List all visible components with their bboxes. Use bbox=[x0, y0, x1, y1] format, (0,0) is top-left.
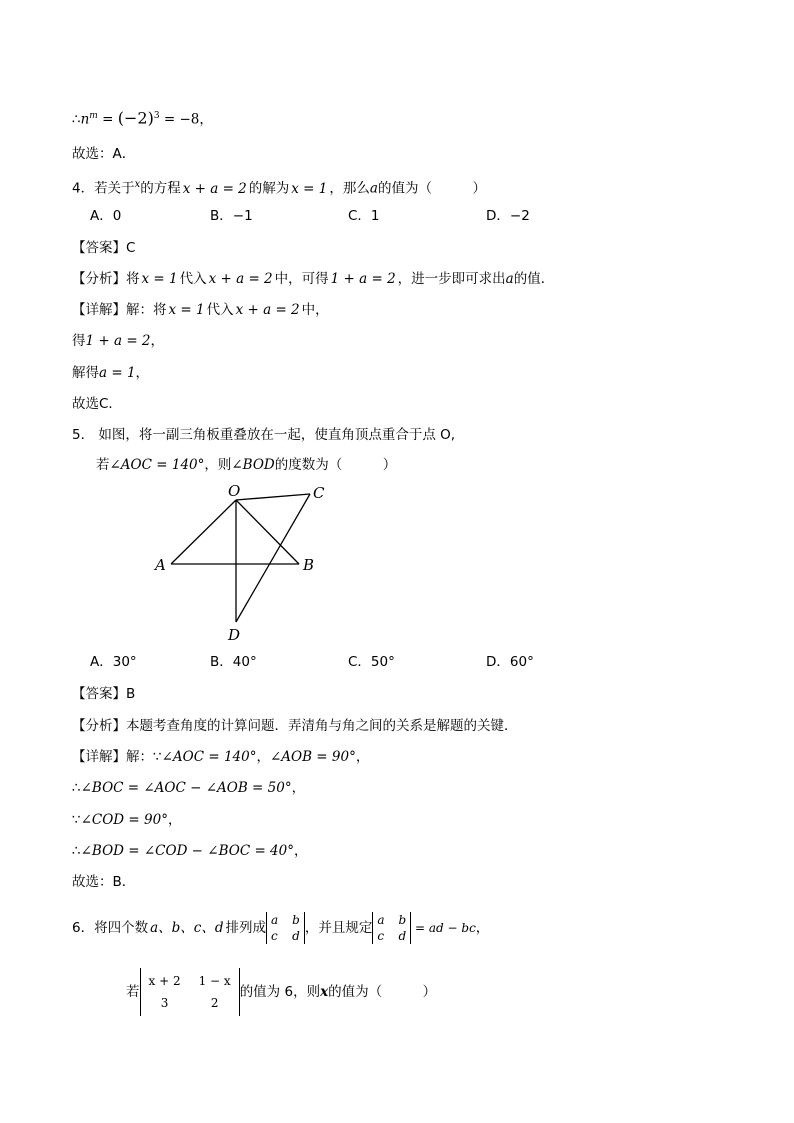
label-a: A bbox=[155, 556, 166, 574]
var-x: x bbox=[134, 179, 141, 190]
cell: a bbox=[377, 913, 385, 927]
text: 解得 bbox=[72, 365, 99, 381]
comma: ， bbox=[135, 365, 150, 381]
triangle-figure bbox=[150, 478, 350, 648]
therefore-symbol: ∴ bbox=[72, 111, 81, 128]
matrix-rule bbox=[372, 912, 411, 944]
q5-stem-line2 bbox=[96, 453, 396, 477]
label-d: D bbox=[228, 626, 241, 644]
expr: ∠BOD = ∠COD − ∠BOC = 40° bbox=[80, 843, 294, 859]
label-o: O bbox=[228, 482, 241, 500]
expr: x + a = 2 bbox=[235, 302, 300, 318]
expr: a = 1 bbox=[99, 365, 136, 381]
text: ，则 bbox=[204, 457, 232, 473]
q4-mid2: 的解为 bbox=[248, 180, 290, 197]
therefore-line bbox=[72, 104, 213, 128]
q4-solution: x = 1 bbox=[291, 180, 328, 197]
comma: ， bbox=[475, 920, 490, 936]
symbol: ∵ bbox=[72, 812, 81, 828]
expr: x = 1 bbox=[141, 271, 178, 287]
text: 代入 bbox=[179, 271, 207, 287]
text: 的值． bbox=[513, 271, 555, 287]
q4-option-a: A．0 bbox=[90, 208, 122, 224]
text: 若 bbox=[96, 457, 110, 473]
label-b: B bbox=[303, 556, 315, 574]
text: 本题考查角度的计算问题．弄清角与角之间的关系是解题的关键． bbox=[126, 718, 518, 734]
text: 的度数为（ ） bbox=[274, 457, 397, 473]
q4-prefix: 4．若关于 bbox=[72, 180, 135, 197]
q5-analysis bbox=[72, 714, 518, 738]
cell: 1 − x bbox=[198, 974, 231, 988]
exponent: 3 bbox=[153, 111, 160, 121]
q5-option-b: B．40° bbox=[210, 654, 257, 670]
matrix-x bbox=[140, 968, 240, 1016]
q4-detail bbox=[72, 298, 329, 322]
text: ，并且规定 bbox=[304, 920, 373, 936]
text: 将 bbox=[126, 271, 140, 287]
choose-a-line: 故选：A． bbox=[72, 146, 136, 162]
expr: ∠AOC = 140° bbox=[109, 457, 205, 473]
q4-mid1: 的方程 bbox=[140, 180, 181, 197]
text: 解：将 bbox=[126, 302, 167, 318]
q6-stem bbox=[72, 908, 489, 948]
q5-step1 bbox=[72, 776, 305, 800]
expr: = ad − bc bbox=[411, 921, 476, 935]
text: 若 bbox=[126, 984, 140, 1000]
text: 的值为 6，则 bbox=[239, 984, 321, 1000]
segment-cd bbox=[236, 494, 310, 622]
cell: c bbox=[271, 929, 278, 943]
q5-stem-line1: 5． 如图，将一副三角板重叠放在一起，使直角顶点重合于点 O, bbox=[72, 427, 456, 443]
text: 6．将四个数 bbox=[72, 920, 149, 936]
comma: ， bbox=[150, 333, 165, 349]
var-a: a bbox=[505, 271, 514, 287]
cell: b bbox=[398, 913, 407, 927]
text: ， bbox=[355, 749, 370, 765]
segment-oa bbox=[171, 500, 236, 564]
expr: 1 + a = 2 bbox=[330, 271, 396, 287]
comma: ， bbox=[291, 780, 306, 796]
q4-step1 bbox=[72, 329, 164, 353]
text: ，进一步即可求出 bbox=[397, 271, 506, 287]
text: 排列成 bbox=[225, 920, 266, 936]
var-a: a bbox=[369, 180, 378, 197]
q4-analysis bbox=[72, 267, 554, 291]
text: 解：∵ bbox=[126, 749, 162, 765]
var-m: m bbox=[89, 111, 98, 121]
detail-label: 【详解】 bbox=[72, 749, 126, 765]
q4-option-b: B．−1 bbox=[210, 208, 253, 224]
text: 中，可得 bbox=[274, 271, 329, 287]
expr: ∠AOC = 140° bbox=[161, 749, 257, 765]
label-c: C bbox=[313, 484, 325, 502]
expr: ∠BOC = ∠AOC − ∠AOB = 50° bbox=[80, 780, 292, 796]
q4-suffix: 的值为（ ） bbox=[377, 180, 486, 197]
q5-option-d: D．60° bbox=[486, 654, 534, 670]
q5-answer: 【答案】B bbox=[72, 686, 136, 702]
q4-answer: 【答案】C bbox=[72, 240, 136, 256]
expr: x = 1 bbox=[168, 302, 205, 318]
equals: = bbox=[97, 111, 118, 128]
symbol: ∴ bbox=[72, 843, 81, 859]
comma: ， bbox=[294, 843, 308, 859]
q4-mid3: ，那么 bbox=[329, 180, 370, 197]
q5-option-c: C．50° bbox=[348, 654, 395, 670]
var-n: n bbox=[80, 111, 90, 128]
q4-equation: x + a = 2 bbox=[182, 180, 247, 197]
q4-stem bbox=[72, 173, 486, 197]
text: 的值为（ ） bbox=[328, 984, 437, 1000]
vars: a、b、c、d bbox=[150, 920, 224, 936]
analysis-label: 【分析】 bbox=[72, 718, 126, 734]
expr: ∠COD = 90° bbox=[80, 812, 168, 828]
q5-step3 bbox=[72, 839, 308, 863]
neg-two: (−2) bbox=[117, 108, 154, 128]
text: ， bbox=[256, 749, 270, 765]
analysis-label: 【分析】 bbox=[72, 271, 126, 287]
q5-step2 bbox=[72, 808, 181, 832]
q6-condition bbox=[126, 968, 436, 1016]
segment-ob bbox=[236, 500, 299, 564]
cell: x + 2 bbox=[148, 974, 181, 988]
text: 代入 bbox=[206, 302, 234, 318]
cell: d bbox=[292, 929, 300, 943]
cell: d bbox=[398, 929, 407, 943]
q5-option-a: A．30° bbox=[90, 654, 137, 670]
result: = −8 bbox=[159, 111, 200, 128]
cell: 2 bbox=[210, 996, 219, 1010]
q4-step2 bbox=[72, 361, 149, 385]
expr: x + a = 2 bbox=[208, 271, 273, 287]
cell: b bbox=[292, 913, 300, 927]
q4-end: 故选C． bbox=[72, 396, 122, 412]
q4-option-d: D．−2 bbox=[486, 208, 530, 224]
comma: ， bbox=[167, 812, 182, 828]
expr: ∠BOD bbox=[231, 457, 275, 473]
comma: ， bbox=[199, 111, 213, 128]
cell: a bbox=[271, 913, 279, 927]
cell: 3 bbox=[160, 996, 169, 1010]
expr: ∠AOB = 90° bbox=[269, 749, 356, 765]
q5-detail bbox=[72, 745, 369, 769]
var-x: x bbox=[320, 984, 329, 1000]
detail-label: 【详解】 bbox=[72, 302, 126, 318]
matrix-abcd bbox=[266, 912, 305, 944]
symbol: ∴ bbox=[72, 780, 81, 796]
text: 得 bbox=[72, 333, 86, 349]
expr: 1 + a = 2 bbox=[85, 333, 151, 349]
q4-option-c: C．1 bbox=[348, 208, 380, 224]
text: 中， bbox=[301, 302, 329, 318]
q5-end: 故选：B． bbox=[72, 874, 136, 890]
segment-oc bbox=[236, 494, 310, 500]
cell: c bbox=[377, 929, 385, 943]
